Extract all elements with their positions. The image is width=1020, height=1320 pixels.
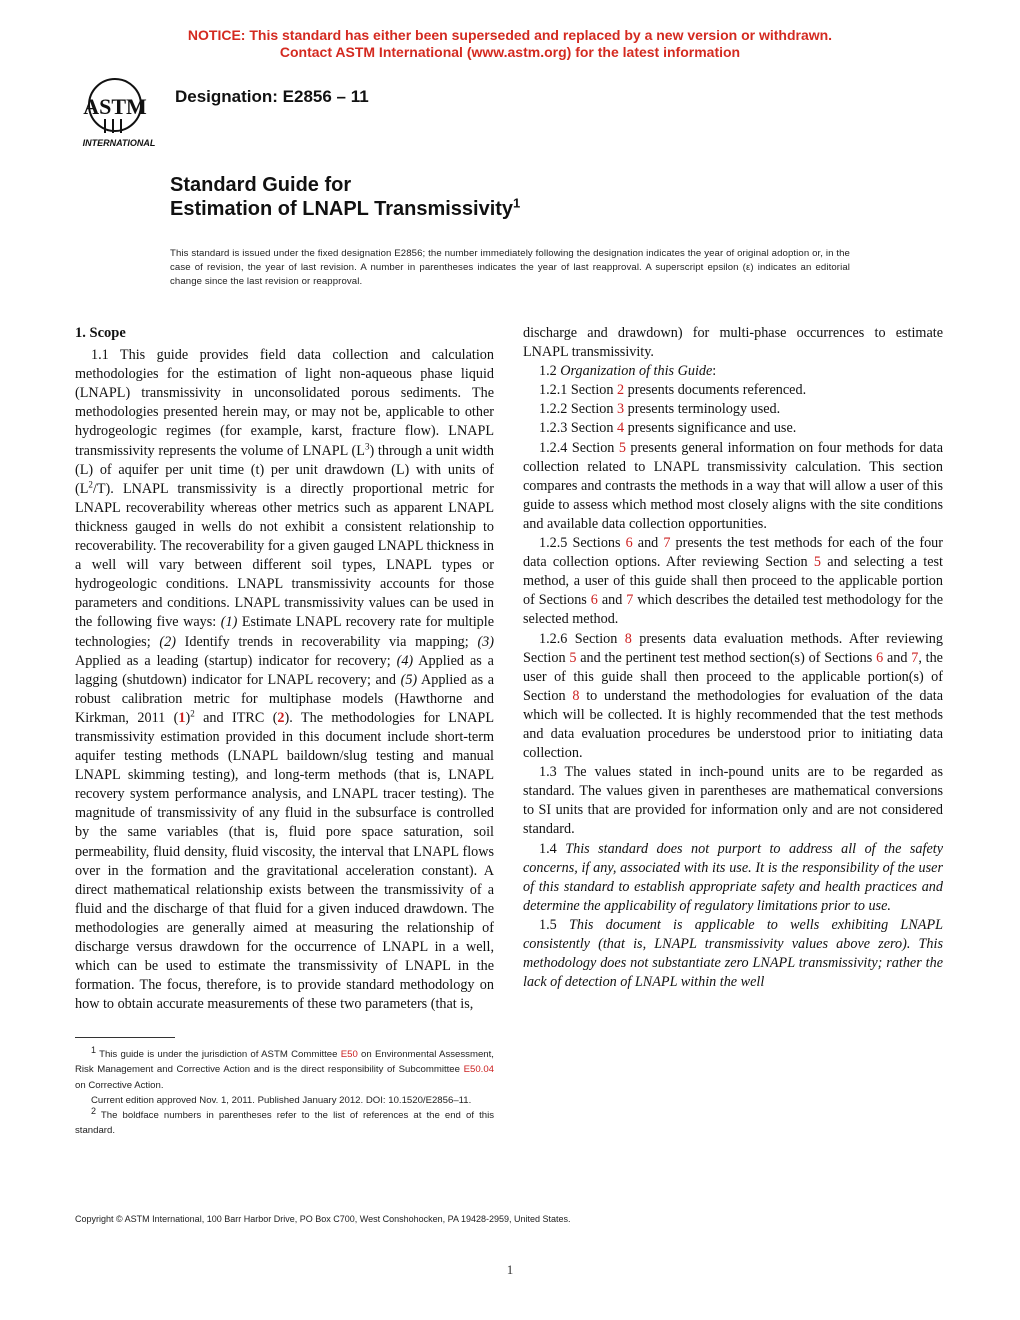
footnote-1-edition: Current edition approved Nov. 1, 2011. Published January 2012. DOI: 10.1520/E2856–11. (91, 1094, 472, 1106)
subcommittee-link[interactable]: E50.04 (463, 1064, 494, 1076)
paragraph-1-2-2: 1.2.2 Section 3 presents terminology used. (539, 401, 781, 418)
paragraph-1-2-6: 1.2.6 Section 8 presents data evaluation methods. After reviewing Section 5 and the pertinent test method section(s) of Sections 6 and 7, the user of this guide shall then proceed to the applicable portion(s) of Section 8 to understand the methodologies for evaluation of the data which will be collected. It is highly recommended that the test methods and data evaluation procedures be understood prior to initiating data collection. (523, 630, 943, 762)
section-link[interactable]: 7 (663, 535, 671, 552)
reference-link[interactable]: 1 (178, 709, 186, 726)
section-link[interactable]: 5 (569, 649, 577, 666)
astm-logo-subtext: INTERNATIONAL (82, 138, 156, 148)
title-footnote-mark[interactable]: 1 (513, 195, 521, 211)
reference-link[interactable]: 2 (277, 709, 285, 726)
paragraph-1-5: 1.5 This document is applicable to wells exhibiting LNAPL consistently (that is, LNAPL transmissivity values above zero). This methodology does not substantiate zero LNAPL transmissivity; rather the lack of detection of LNAPL within the well (523, 916, 944, 991)
astm-logo (75, 75, 163, 151)
paragraph-1-2-1: 1.2.1 Section 2 presents documents referenced. (539, 382, 807, 399)
committee-link[interactable]: E50 (340, 1049, 358, 1060)
paragraph-1-2-3: 1.2.3 Section 4 presents significance and use. (539, 420, 797, 437)
left-column (75, 324, 494, 1014)
section-link[interactable]: 7 (911, 649, 919, 666)
paragraph-1-1-continued: discharge and drawdown) for multi-phase occurrences to estimate LNAPL transmissivity. (523, 325, 943, 361)
issue-note: This standard is issued under the fixed designation E2856; the number immediately following the designation indicates the year of original adoption or, in the case of revision, the year of last revision. A number in parentheses indicates the year of last reapproval. A superscript epsilon (ε) indicates an editorial change since the last revision or reapproval. (170, 248, 850, 287)
section-link[interactable]: 5 (813, 554, 822, 571)
section-link[interactable]: 6 (625, 535, 633, 552)
paragraph-1-1: 1.1 This guide provides field data collection and calculation methodologies for the estimation of light non-aqueous phase liquid (LNAPL) transmissivity in unconsolidated porous sediments. The methodologies presented herein may, or may not be, applicable to other hydrogeologic regimes (for example, karst, fracture flow). LNAPL transmissivity represents the volume of LNAPL $(L^3)$ through a unit width (L) of aquifer per unit time (t) per unit drawdown (L) with units of $(L^2/T)$. LNAPL transmissivity is a directly proportional metric for LNAPL recoverability whereas other metrics such as apparent LNAPL thickness gauged in wells do not exhibit a consistent relationship to recoverability. The recoverability for a given gauged LNAPL thickness in a well will vary between different soil types, LNAPL types or hydrogeologic conditions. LNAPL transmissivity accounts for those parameters and conditions. LNAPL transmissivity values can be used in the following five ways: (1) Estimate LNAPL recovery rate for multiple technologies; (2) Identify trends in recoverability via mapping; (3) Applied as a leading (startup) indicator for recovery; (4) Applied as a lagging (shutdown) indicator for LNAPL recovery; and (5) Applied as a robust calibration metric for multiphase models (Hawthorne and Kirkman, 2011 $(1)^2$ and ITRC (2). The methodologies for LNAPL transmissivity estimation provided in this document include short-term aquifer testing methods (LNAPL baildown/slug testing and manual LNAPL skimming testing), and long-term methods (that is, LNAPL recovery system performance analysis, and LNAPL tracer testing). The magnitude of transmissivity of any fluid in the subsurface is controlled by the same variables (that is, fluid pore space saturation, soil permeability, fluid density, fluid viscosity, the interval that LNAPL flows over in the formation and the gravitational acceleration constant). A direct mathematical relationship exists between the transmissivity of a fluid and the discharge of that fluid for a given induced drawdown. The methodologies are generally aimed at measuring the relationship of discharge versus drawdown for the occurrence of LNAPL in a well, which can be used to estimate the transmissivity of LNAPL in the formation. The focus, therefore, is to provide standard methodology on how to obtain accurate measurements of these two parameters (that is, (75, 347, 495, 1013)
astm-logo-text: ASTM (83, 94, 147, 119)
section-link[interactable]: 7 (626, 592, 634, 609)
paragraph-1-2-5: 1.2.5 Sections 6 and 7 presents the test methods for each of the four data collection options. After reviewing Section 5 and selecting a test method, a user of this guide shall then proceed to the applicable portion of Sections 6 and 7 which describes the detailed test methodology for the selected method. (523, 535, 944, 628)
title-line-2 (170, 197, 520, 221)
section-link[interactable]: 2 (617, 382, 625, 399)
notice-line-2: Contact ASTM International (www.astm.org) for the latest information (279, 44, 741, 60)
section-link[interactable]: 5 (618, 439, 626, 456)
footnote-divider (75, 1037, 175, 1038)
notice-line-1: NOTICE: This standard has either been superseded and replaced by a new version or withdrawn. (187, 27, 833, 43)
section-heading-scope: 1. Scope (75, 325, 126, 341)
copyright: Copyright © ASTM International, 100 Barr Harbor Drive, PO Box C700, West Conshohocken, PA 19428-2959, United States. (75, 1214, 571, 1224)
paragraph-1-3: 1.3 The values stated in inch-pound units are to be regarded as standard. The values given in parentheses are mathematical conversions to SI units that are provided for information only and are not considered standard. (523, 764, 943, 838)
designation: Designation: E2856 – 11 (175, 87, 369, 106)
paragraph-1-2: 1.2 Organization of this Guide: (539, 363, 717, 380)
section-link[interactable]: 6 (876, 649, 884, 666)
section-link[interactable]: 4 (617, 420, 625, 437)
section-link[interactable]: 8 (572, 687, 580, 704)
footnote-1: $^1$ This guide is under the jurisdiction of ASTM Committee E50 on Environmental Assessment, Risk Management and Corrective Action and is the direct responsibility of Subcommittee E50.04 on Corrective Action. (75, 1044, 494, 1091)
paragraph-1-4: 1.4 This standard does not purport to address all of the safety concerns, if any, associated with its use. It is the responsibility of the user of this standard to establish appropriate safety and health practices and determine the applicability of regulatory limitations prior to use. (523, 840, 943, 914)
right-column (523, 324, 943, 992)
section-link[interactable]: 6 (590, 592, 598, 609)
page-number: 1 (506, 1262, 514, 1277)
section-link[interactable]: 3 (617, 401, 625, 418)
section-link[interactable]: 8 (624, 630, 632, 647)
document-title (170, 173, 520, 221)
footnote-mark[interactable]: 2 (190, 708, 195, 719)
title-line-1: Standard Guide for (170, 174, 352, 196)
title-main: Estimation of LNAPL Transmissivity (170, 198, 514, 220)
footnotes (75, 1044, 494, 1139)
notice-banner (0, 27, 1020, 61)
paragraph-1-2-4: 1.2.4 Section 5 presents general information on four methods for data collection related to LNAPL transmissivity calculation. This section compares and contrasts the methods in a way that will allow a user of this guide to assess which method most closely aligns with the site conditions and available data collection opportunities. (523, 439, 943, 532)
footnote-2: $^2$ The boldface numbers in parentheses refer to the list of references at the end of this standard. (75, 1106, 494, 1137)
